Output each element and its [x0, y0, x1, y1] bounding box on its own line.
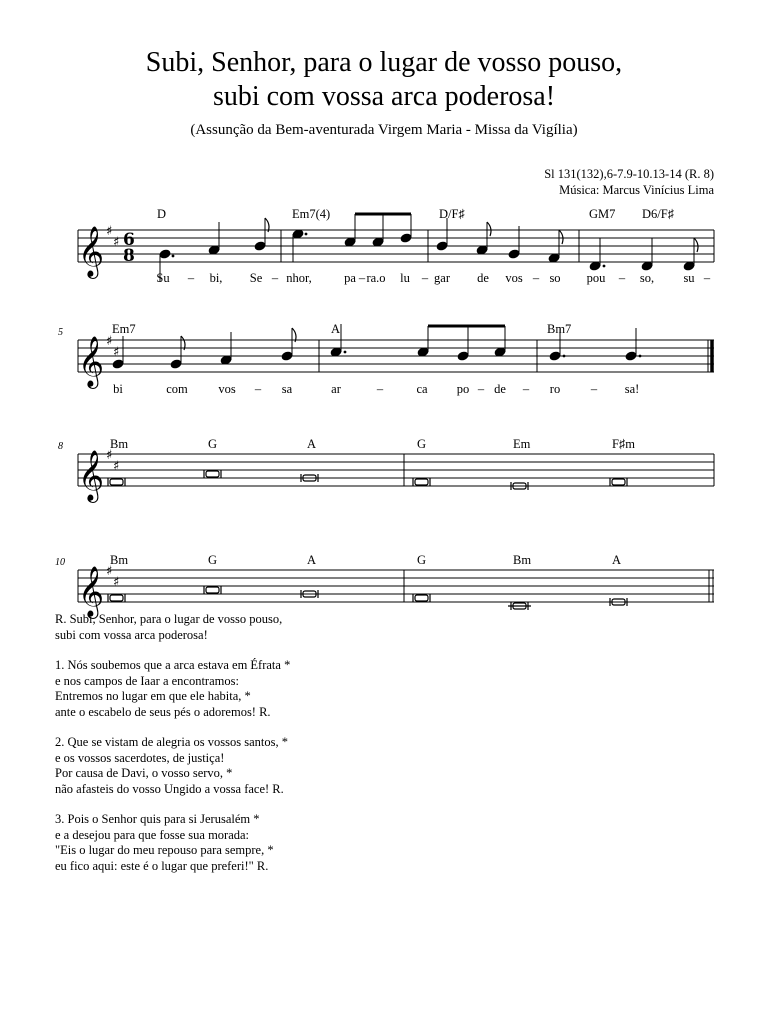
- lyric-syllable: –: [271, 271, 279, 285]
- measure-number: 5: [58, 327, 63, 338]
- lyric-syllable: ar: [331, 382, 341, 396]
- verse-line: não afasteis do vosso Ungido a vossa face! R.: [55, 781, 284, 796]
- chord-symbol: Bm7: [547, 322, 572, 336]
- svg-text:♯: ♯: [113, 575, 120, 590]
- stanza-3: [55, 812, 415, 874]
- refrain: [55, 612, 415, 643]
- lyric-syllable: Su: [156, 271, 170, 285]
- lyric-syllable: vos: [505, 271, 523, 285]
- svg-text:♯: ♯: [106, 224, 113, 239]
- chord-symbol: G: [417, 553, 427, 567]
- time-signature: [123, 230, 135, 266]
- clefs: [78, 226, 104, 619]
- stanza-2: [55, 735, 415, 797]
- lyric-syllable: ra.o: [366, 271, 386, 285]
- verse-line: 2. Que se vistam de alegria os vossos santos, *: [55, 735, 288, 749]
- verse-line: R. Subi, Senhor, para o lugar de vosso pouso,: [55, 612, 283, 626]
- lyric-syllable: –: [376, 382, 384, 396]
- verse-line: Por causa de Davi, o vosso servo, *: [55, 766, 233, 780]
- svg-text:♯: ♯: [106, 564, 113, 579]
- verse-line: e nos campos de Iaar a encontramos:: [55, 673, 239, 688]
- verse-line: e os vossos sacerdotes, de justiça!: [55, 750, 225, 765]
- title-line-2: subi com vossa arca poderosa!: [212, 81, 556, 112]
- chord-symbol: Bm: [513, 553, 532, 567]
- chord-symbol: D: [157, 207, 167, 221]
- chord-symbol: Bm: [110, 553, 129, 567]
- chord-symbol: A: [307, 553, 317, 567]
- lyric-syllable: –: [703, 271, 711, 285]
- chord-symbol: Em7: [112, 322, 136, 336]
- lyric-syllable: –: [532, 271, 540, 285]
- chord-symbol: G: [208, 553, 218, 567]
- lyric-syllable: –: [187, 271, 195, 285]
- chord-symbol: Em: [513, 437, 531, 451]
- chord-symbol: G: [208, 437, 218, 451]
- lyric-syllable: sa: [281, 382, 293, 396]
- system-4-breves: [108, 586, 627, 610]
- lyric-syllable: –: [618, 271, 626, 285]
- lyric-syllable: su: [683, 271, 695, 285]
- lyric-syllable: ca: [416, 382, 428, 396]
- measure-number: 10: [55, 557, 65, 568]
- svg-text:𝄞: 𝄞: [78, 450, 105, 501]
- lyric-syllable: –: [477, 382, 485, 396]
- stanza-1: [55, 658, 415, 720]
- system-1-notes: [159, 214, 698, 282]
- lyric-syllable: de: [494, 382, 506, 396]
- lyric-syllable: –: [421, 271, 429, 285]
- lyric-syllable: bi: [113, 382, 123, 396]
- verse-line: 1. Nós soubemos que a arca estava em Éfrata *: [55, 658, 291, 672]
- lyric-syllable: de: [477, 271, 489, 285]
- lyric-syllable: vos: [218, 382, 236, 396]
- music-credit: Música: Marcus Vinícius Lima: [559, 183, 714, 197]
- psalm-verses: [55, 612, 415, 889]
- verse-line: eu fico aqui: este é o lugar que preferi!" R.: [55, 858, 269, 873]
- lyric-syllable: Se: [249, 271, 263, 285]
- system-3-breves: [108, 470, 627, 490]
- svg-text:♯: ♯: [113, 345, 120, 360]
- chord-symbol: Em7(4): [292, 207, 331, 221]
- lyric-syllable: ro: [549, 382, 561, 396]
- svg-text:8: 8: [123, 246, 135, 266]
- key-signatures: [106, 224, 119, 590]
- chord-symbol: A: [307, 437, 317, 451]
- lyric-syllable: po: [456, 382, 470, 396]
- chord-symbol: D/F♯: [439, 207, 465, 221]
- lyric-syllable: so,: [639, 271, 655, 285]
- chord-symbol: G: [417, 437, 427, 451]
- title-line-1: Subi, Senhor, para o lugar de vosso pouso,: [145, 47, 623, 78]
- subtitle: (Assunção da Bem-aventurada Virgem Maria - Missa da Vigília): [190, 122, 578, 138]
- lyric-syllable: pa: [344, 271, 356, 285]
- lyric-syllable: pou: [586, 271, 606, 285]
- chord-symbol: GM7: [589, 207, 616, 221]
- svg-text:♯: ♯: [106, 448, 113, 463]
- lyric-syllable: –: [254, 382, 262, 396]
- lyric-syllable: nhor,: [286, 271, 312, 285]
- chord-symbol: F♯m: [612, 437, 635, 451]
- chord-symbol: A: [331, 322, 341, 336]
- lyric-syllable: –: [590, 382, 598, 396]
- verse-line: Entremos no lugar em que ele habita, *: [55, 689, 251, 703]
- svg-text:𝄞: 𝄞: [78, 566, 105, 617]
- lyric-syllable: gar: [434, 271, 450, 285]
- svg-text:♯: ♯: [106, 334, 113, 349]
- svg-text:𝄞: 𝄞: [78, 226, 105, 277]
- chord-symbol: Bm: [110, 437, 129, 451]
- lyric-syllable: so: [549, 271, 561, 285]
- svg-text:𝄞: 𝄞: [78, 336, 105, 387]
- svg-text:♯: ♯: [113, 459, 120, 474]
- lyric-syllable: –: [522, 382, 530, 396]
- lyric-syllable: –: [358, 271, 366, 285]
- lyric-syllable: lu: [400, 271, 410, 285]
- verse-line: ante o escabelo de seus pés o adoremos! R.: [55, 704, 271, 719]
- lyric-syllable: com: [166, 382, 188, 396]
- svg-text:♯: ♯: [113, 235, 120, 250]
- measure-number: 8: [58, 441, 63, 452]
- lyric-syllable: bi,: [209, 271, 223, 285]
- verse-line: "Eis o lugar do meu repouso para sempre, *: [55, 843, 274, 857]
- lyric-syllable: sa!: [624, 382, 640, 396]
- verse-line: e a desejou para que fosse sua morada:: [55, 827, 250, 842]
- psalm-reference: Sl 131(132),6-7.9-10.13-14 (R. 8): [544, 167, 714, 181]
- verse-line: subi com vossa arca poderosa!: [55, 627, 208, 642]
- chord-symbol: A: [612, 553, 622, 567]
- svg-text:6: 6: [123, 230, 135, 250]
- chord-symbol: D6/F♯: [642, 207, 674, 221]
- verse-line: 3. Pois o Senhor quis para si Jerusalém *: [55, 812, 260, 826]
